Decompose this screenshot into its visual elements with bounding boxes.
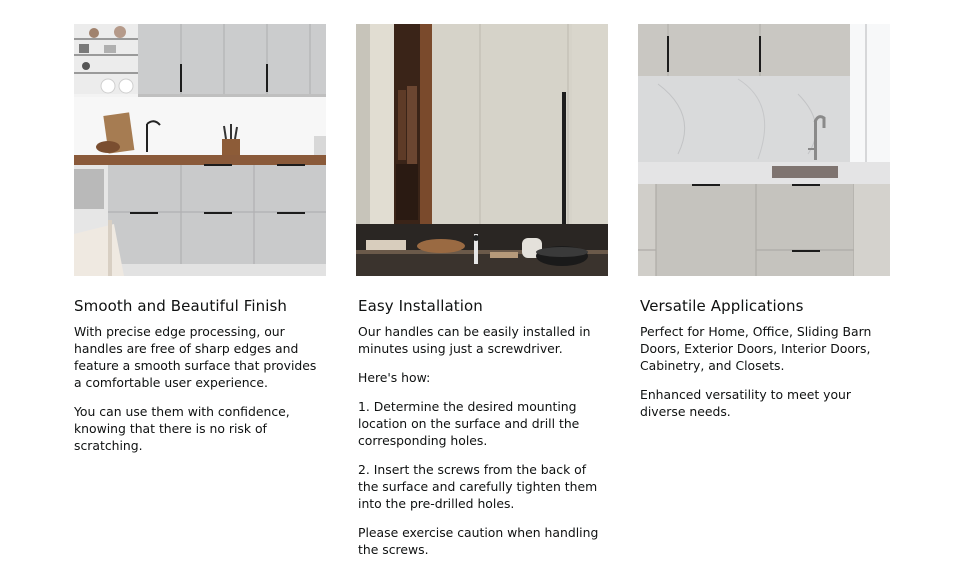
feature-paragraph: Here's how: bbox=[358, 370, 431, 385]
feature-paragraph: You can use them with confidence, knowing that there is no risk of scratching. bbox=[74, 404, 290, 453]
feature-heading: Versatile Applications bbox=[640, 297, 804, 315]
feature-heading: Smooth and Beautiful Finish bbox=[74, 297, 288, 315]
feature-paragraph: 1. Determine the desired mounting location on the surface and drill the corresponding holes. bbox=[358, 399, 580, 448]
feature-paragraph: 2. Insert the screws from the back of the surface and carefully tighten them into the pre-drilled holes. bbox=[358, 462, 598, 511]
feature-column-applications bbox=[638, 24, 890, 432]
marble-kitchen-image bbox=[638, 24, 890, 276]
feature-paragraph: Please exercise caution when handling the screws. bbox=[358, 525, 599, 557]
wardrobe-doors-image bbox=[356, 24, 608, 276]
kitchen-cabinets-image bbox=[74, 24, 326, 276]
feature-column-finish bbox=[74, 24, 326, 466]
feature-paragraph: Enhanced versatility to meet your diverse needs. bbox=[640, 387, 851, 419]
feature-paragraph: Our handles can be easily installed in minutes using just a screwdriver. bbox=[358, 324, 591, 356]
feature-paragraph: With precise edge processing, our handles are free of sharp edges and feature a smooth surface that provides a comfortable user experience. bbox=[74, 324, 317, 390]
feature-heading: Easy Installation bbox=[358, 297, 483, 315]
feature-paragraph: Perfect for Home, Office, Sliding Barn Doors, Exterior Doors, Interior Doors, Cabinetry, and Closets. bbox=[640, 324, 872, 373]
feature-column-installation bbox=[356, 24, 608, 570]
